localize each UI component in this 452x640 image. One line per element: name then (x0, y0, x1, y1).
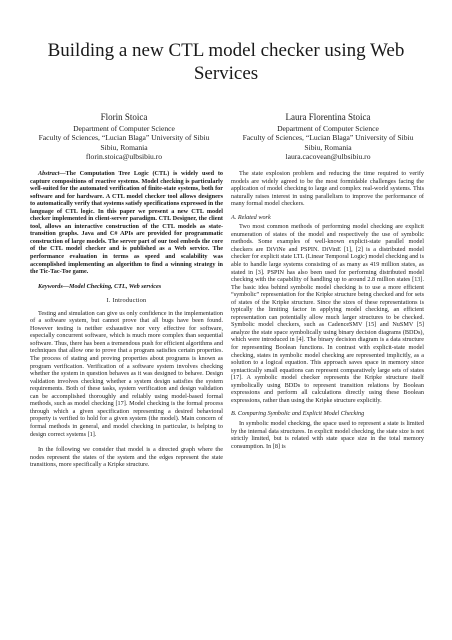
related-work-paragraph: Two most common methods of performing model checking are explicit enumeration of states of the model and respectively the use of symbolic methods. Some examples of well-known explicit-state parallel model checkers are DiViNe and PSPIN. DiVinE [1], [2] is a distributed model checker for explicit state LTL (Linear Temporal Logic) model checking and is able to handle large systems consisting of as many as 419 million states, as stated in [3]. PSPIN has also been used for performing distributed model checking with the capability of handling up to around 2.8 million states [13]. The basic idea behind symbolic model checking is to use a more efficient “symbolic” representation for the Kripke structure being checked and for sets of states of the Kripke structure. Since the sizes of these representations is typically the limiting factor in applying model checking, an efficient representation can potentially allow much larger structures to be checked. Symbolic model checkers, such as CadenceSMV [15] and NuSMV [5] analyze the state space symbolically using binary decision diagrams (BDDs), which were introduced in [4]. The binary decision diagram is a data structure for representing Boolean functions. In contrast with explicit-state model checking, states in symbolic model checking are represented implicitly, as a solution to a logical equation. This approach saves space in memory since syntactically small equations can represent comparatively large sets of states [17]. A symbolic model checker represents the Kripke structure itself symbolically using BDDs to represent transition relations by Boolean expressions and perform all calculations directly using these Boolean expressions, rather than using the Kripke structure explicitly. (231, 223, 424, 404)
intro-paragraph-2: In the following we consider that model is a directed graph where the nodes represent the states of the system and the edges represent the state transitions, more specifically a Kripke structure. (30, 446, 223, 469)
author-name: Laura Florentina Stoica (285, 112, 371, 122)
intro-paragraph-1: Testing and simulation can give us only confidence in the implementation of a software system, but cannot prove that all bugs have been found. However testing is neither exhaustive nor very effective for software, especially concurrent software, which is much more complex than sequential software. Thus, there has been a tremendous push for efficient algorithms and techniques that allow one to prove that a program satisfies certain properties. The process of stating and proving properties about programs is known as program verification. Verification of a software system involves checking whether the system in question behaves as it was designed to behave. Design validation involves checking whether a system design satisfies the system requirements. Both of these tasks, system verification and design validation can be accomplished thoroughly and reliably using model-based formal methods, such as model checking [17]. Model checking is the formal process through which a given specification representing a desired behavioral property is verified to hold for a given system (the model). Main concern of formal methods in general, and model checking in particular, is helping to design correct systems [1]. (30, 309, 223, 438)
comparing-paragraph: In symbolic model checking, the space used to represent a state is limited by the internal data structures. In explicit model checking, the state size is not strictly limited, but is related with state space size in the total memory consumption. In [8] is (231, 419, 424, 450)
author-block-1 (24, 111, 224, 162)
author-email: florin.stoica@ulbsibiu.ro (85, 152, 163, 162)
subsection-heading-related-work: A. Related work (231, 213, 271, 221)
author-name: Florin Stoica (100, 112, 148, 122)
right-column (231, 170, 424, 450)
keywords (30, 283, 223, 291)
abstract (30, 170, 223, 276)
author-city: Sibiu, Romania (304, 142, 352, 152)
right-paragraph-1: The state explosion problem and reducing the time required to verify models are widely agreed to be the most formidable challenges facing the application of model checking to large and complex real-world systems. This naturally raises interest in using parallelism to improve the performance of many formal model checkers. (231, 170, 424, 208)
left-column (30, 170, 223, 469)
author-department: Department of Computer Science (73, 124, 175, 133)
keywords-text: Model Checking, CTL, Web services (68, 282, 162, 290)
author-block-2 (228, 111, 428, 162)
author-email: laura.cacovean@ulbsibiu.ro (285, 152, 371, 162)
author-faculty: Faculty of Sciences, “Lucian Blaga” University of Sibiu (38, 133, 210, 143)
author-faculty: Faculty of Sciences, “Lucian Blaga” University of Sibiu (242, 133, 414, 143)
subsection-heading-comparing: B. Comparing Symbolic and Explicit Model Checking (231, 410, 365, 418)
section-heading-introduction: I. Introduction (106, 297, 147, 305)
keywords-label: Keywords— (38, 282, 69, 290)
author-city: Sibiu, Romania (100, 142, 148, 152)
author-department: Department of Computer Science (277, 124, 379, 133)
paper-title: Building a new CTL model checker using Web Services (47, 40, 405, 84)
abstract-text: —The Computation Tree Logic (CTL) is widely used to capture compositions of reactive systems. Model checking is particularly well-suited for the automated verification of finite-state systems, both for software and for hardware. A CTL model checker tool allows designers to automatically verify that systems satisfy specifications expressed in the language of CTL logic. In this paper we present a new CTL model checker implemented in client-server paradigm. CTL Designer, the client tool, allows an interactive construction of the CTL models as state-transition graphs. Java and C# APIs are provided for programmatic construction of large models. The server part of our tool embeds the core of the CTL model checker and is published as a Web service. The performance evaluation in terms as speed and scalability was accomplished implementing an algorithm to find a winning strategy in the Tic-Tac-Toe game. (30, 170, 223, 276)
abstract-label: Abstract (38, 170, 60, 177)
